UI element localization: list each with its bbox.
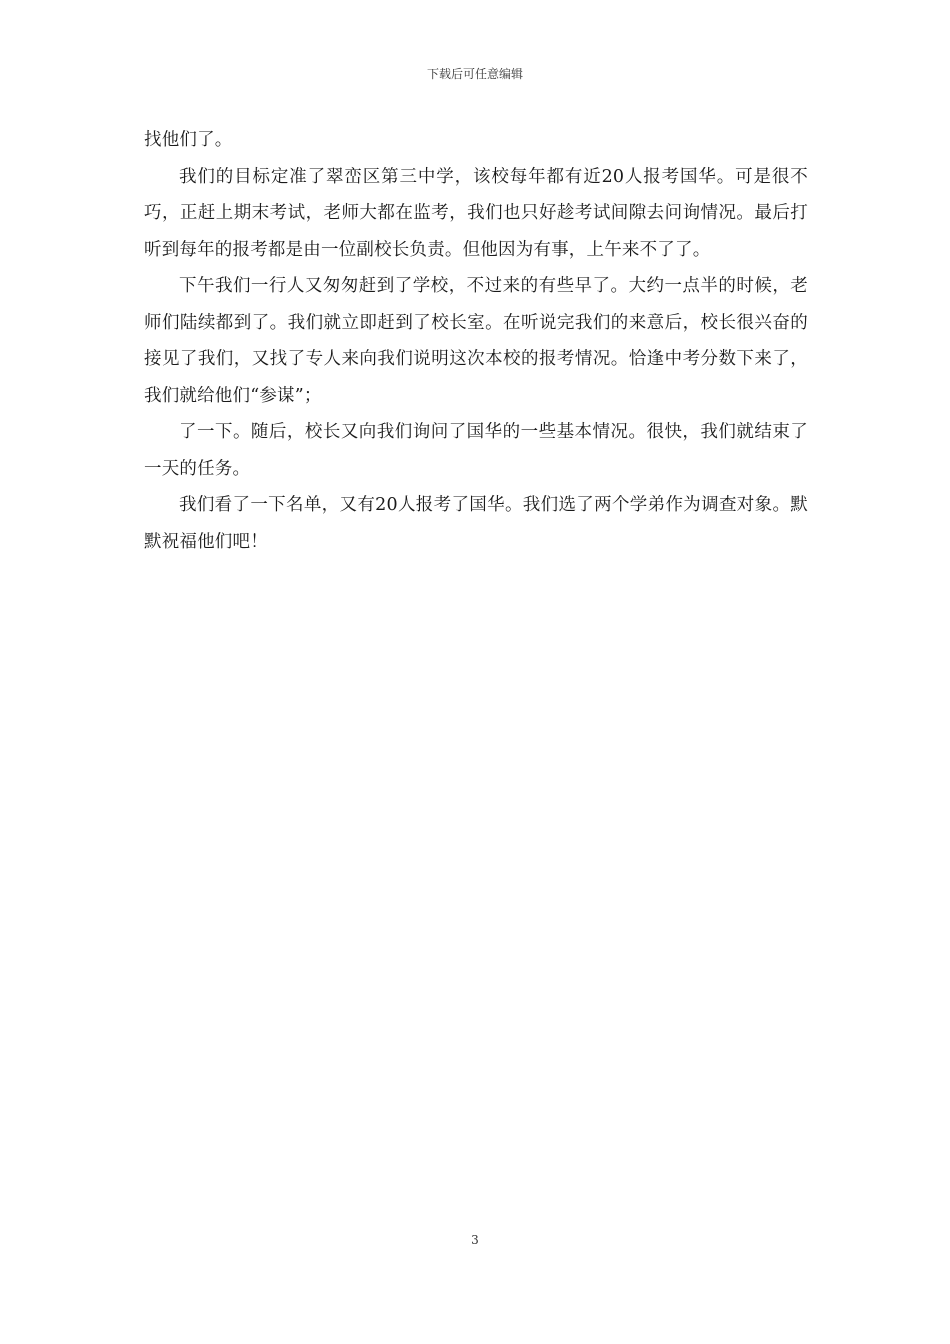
paragraph-2: 我们的目标定准了翠峦区第三中学，该校每年都有近20人报考国华。可是很不巧，正赶上期末考试，老师大都在监考，我们也只好趁考试间隙去问询情况。最后打听到每年的报考都是由一位副校长负责。但他因为有事，上午来不了了。 [144,166,808,260]
document-body [144,122,808,560]
paragraph-4: 了一下。随后，校长又向我们询问了国华的一些基本情况。很快，我们就结束了一天的任务。 [144,422,808,479]
paragraph-3: 下午我们一行人又匆匆赶到了学校，不过来的有些早了。大约一点半的时候，老师们陆续都到了。我们就立即赶到了校长室。在听说完我们的来意后，校长很兴奋的接见了我们，又找了专人来向我们说明这次本校的报考情况。恰逢中考分数下来了，我们就给他们“参谋”； [144,276,808,406]
paragraph-5: 我们看了一下名单，又有20人报考了国华。我们选了两个学弟作为调查对象。默默祝福他们吧！ [144,495,808,552]
page-header: 下载后可任意编辑 [426,67,523,81]
paragraph-1: 找他们了。 [144,130,233,150]
page-number: 3 [471,1233,479,1247]
